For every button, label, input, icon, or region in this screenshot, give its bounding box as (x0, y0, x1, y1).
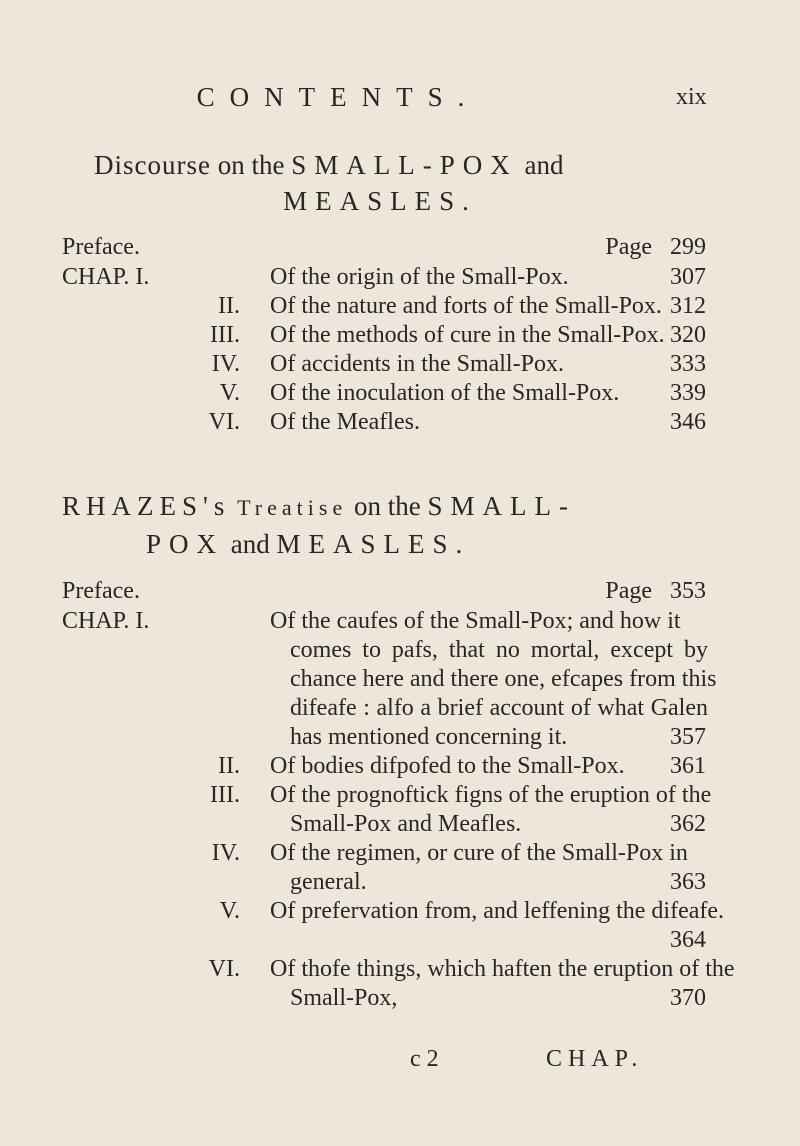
chapter-title-line: Of bodies difpofed to the Small-Pox. (270, 753, 625, 779)
treatise-heading-word: and (230, 529, 270, 559)
page-number: 363 (670, 869, 706, 895)
chapter-number: CHAP. I. (62, 264, 150, 290)
discourse-heading-word: on the (217, 150, 285, 180)
chapter-title-line: Of prefervation from, and leffening the difeafe. (270, 898, 725, 924)
page-number: 307 (670, 264, 706, 290)
chapter-title: Of the methods of cure in the Small-Pox. (270, 322, 665, 348)
chapter-number: II. (218, 753, 240, 779)
treatise-heading-word: POX (146, 529, 225, 559)
treatise-heading-word: on the (353, 491, 421, 521)
chapter-title-line: Of the caufes of the Small-Pox; and how it (270, 608, 681, 634)
catchword: CHAP. (546, 1046, 644, 1072)
discourse-heading (90, 147, 720, 219)
chapter-number: CHAP. I. (62, 608, 150, 634)
chapter-title: Of the nature and forts of the Small-Pox. (270, 293, 662, 319)
treatise-heading-word: RHAZES's (62, 491, 231, 521)
chapter-title-line: Of thofe things, which haften the eruption of the (270, 956, 735, 982)
page-number: 370 (670, 985, 706, 1011)
chapter-number: III. (210, 782, 240, 808)
treatise-heading (62, 488, 722, 562)
treatise-heading-word: Treatise (237, 495, 348, 520)
chapter-title-line: has mentioned concerning it. (290, 724, 568, 750)
chapter-title-line: comes to pafs, that no mortal, except by (290, 637, 708, 663)
chapter-number: VI. (208, 956, 240, 982)
page-number: 353 (670, 578, 706, 604)
treatise-heading-word: SMALL- (427, 491, 576, 521)
chapter-title: Of the origin of the Small-Pox. (270, 264, 569, 290)
page-number: 346 (670, 409, 706, 435)
page-number: 320 (670, 322, 706, 348)
page-number: 362 (670, 811, 706, 837)
running-head-page-number: xix (676, 84, 707, 110)
page-label: Page (605, 578, 652, 604)
chapter-title: Of accidents in the Small-Pox. (270, 351, 564, 377)
chapter-number: V. (219, 380, 240, 406)
preface-label: Preface. (62, 234, 140, 260)
running-head-title: CONTENTS. (196, 82, 480, 112)
chapter-title-line: Of the regimen, or cure of the Small-Pox in (270, 840, 688, 866)
treatise-heading-word: MEASLES. (276, 529, 471, 559)
page-number: 361 (670, 753, 706, 779)
discourse-heading-word: Discourse (94, 150, 211, 180)
chapter-number: VI. (208, 409, 240, 435)
page-number: 312 (670, 293, 706, 319)
preface-label: Preface. (62, 578, 140, 604)
page-number: 299 (670, 234, 706, 260)
running-head (0, 82, 800, 122)
page-number: 364 (670, 927, 706, 953)
chapter-title-line: general. (290, 869, 367, 895)
chapter-number: IV. (211, 351, 240, 377)
page-label: Page (605, 234, 652, 260)
chapter-number: V. (219, 898, 240, 924)
chapter-title: Of the inoculation of the Small-Pox. (270, 380, 620, 406)
chapter-title-line: Of the prognoftick figns of the eruption of the (270, 782, 712, 808)
chapter-number: IV. (211, 840, 240, 866)
discourse-heading-word: and (524, 150, 564, 180)
page-number: 339 (670, 380, 706, 406)
chapter-title: Of the Meafles. (270, 409, 420, 435)
chapter-number: III. (210, 322, 240, 348)
chapter-title-line: chance here and there one, efcapes from this (290, 666, 717, 692)
chapter-number: II. (218, 293, 240, 319)
chapter-title-line: difeafe : alfo a brief account of what Galen (290, 695, 708, 721)
discourse-heading-line2: MEASLES. (283, 186, 477, 216)
page-number: 357 (670, 724, 706, 750)
chapter-title-line: Small-Pox, (290, 985, 398, 1011)
signature-mark: c 2 (410, 1046, 439, 1072)
page-number: 333 (670, 351, 706, 377)
chapter-title-line: Small-Pox and Meafles. (290, 811, 522, 837)
discourse-heading-word: SMALL-POX (291, 150, 518, 180)
